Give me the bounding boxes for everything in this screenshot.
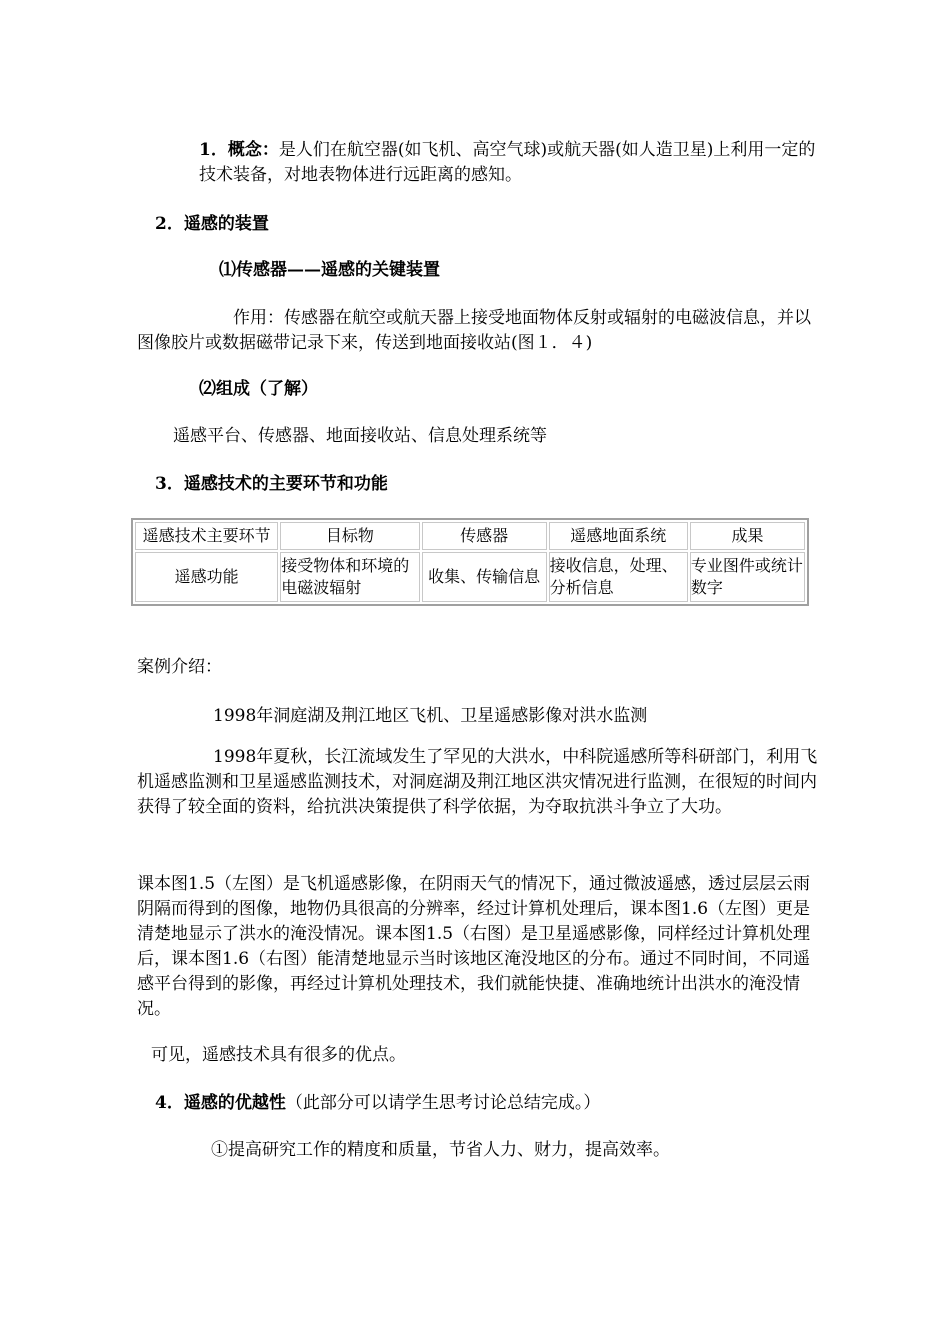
section-4-heading [137, 1091, 827, 1116]
concept-text: 是人们在航空器(如飞机、高空气球)或航天器(如人造卫星)上利用一定的技术装备，对地表物体进行远距离的感知。 [199, 140, 816, 185]
table-cell: 接受物体和环境的电磁波辐射 [280, 552, 419, 602]
case-paragraph-2: 课本图1.5（左图）是飞机遥感影像，在阴雨天气的情况下，通过微波遥感，透过层层云雨阴隔而得到的图像，地物仍具很高的分辨率，经过计算机处理后，课本图1.6（左图）更是清楚地显示了洪水的淹没情况。课本图1.5（右图）是卫星遥感影像，同样经过计算机处理后，课本图1.6（右图）能清楚地显示当时该地区淹没地区的分布。通过不同时间，不同遥感平台得到的影像，再经过计算机处理技术，我们就能快捷、准确地统计出洪水的淹没情况。 [137, 874, 811, 1019]
table-cell: 接收信息，处理、分析信息 [549, 552, 688, 602]
sensor-subheading: ⑴传感器——遥感的关键装置 [219, 260, 440, 280]
section-4-note: （此部分可以请学生思考讨论总结完成。） [285, 1093, 601, 1113]
table-header-row [135, 522, 805, 550]
section-3-heading: 3．遥感技术的主要环节和功能 [155, 474, 388, 494]
table-cell: 收集、传输信息 [422, 552, 547, 602]
table-cell: 遥感地面系统 [549, 522, 688, 550]
conclusion-text: 可见，遥感技术具有很多的优点。 [151, 1045, 406, 1065]
section-2-heading: 2．遥感的装置 [155, 214, 269, 234]
table-cell: 专业图件或统计数字 [690, 552, 805, 602]
case-label: 案例介绍： [137, 657, 222, 677]
table-cell: 成果 [690, 522, 805, 550]
remote-sensing-table [131, 518, 809, 606]
concept-label: 1．概念： [199, 140, 279, 160]
table-cell: 目标物 [280, 522, 419, 550]
sensor-function-paragraph: 作用：传感器在航空或航天器上接受地面物体反射或辐射的电磁波信息，并以图像胶片或数据磁带记录下来，传送到地面接收站(图１．４) [137, 308, 811, 353]
composition-text: 遥感平台、传感器、地面接收站、信息处理系统等 [173, 426, 547, 446]
table-cell: 传感器 [422, 522, 547, 550]
composition-subheading: ⑵组成（了解） [199, 379, 318, 399]
table-cell: 遥感技术主要环节 [135, 522, 278, 550]
case-title: 1998年洞庭湖及荆江地区飞机、卫星遥感影像对洪水监测 [213, 706, 648, 726]
case-paragraph-1: 1998年夏秋，长江流域发生了罕见的大洪水，中科院遥感所等科研部门，利用飞机遥感监测和卫星遥感监测技术，对洞庭湖及荆江地区洪灾情况进行监测，在很短的时间内获得了较全面的资料，给抗洪决策提供了科学依据，为夺取抗洪斗争立了大功。 [137, 747, 818, 817]
concept-paragraph [137, 138, 827, 188]
advantage-item-1: ①提高研究工作的精度和质量，节省人力、财力，提高效率。 [211, 1140, 670, 1160]
table-row [135, 552, 805, 602]
section-4-title: 4．遥感的优越性 [155, 1093, 286, 1113]
table-cell: 遥感功能 [135, 552, 278, 602]
